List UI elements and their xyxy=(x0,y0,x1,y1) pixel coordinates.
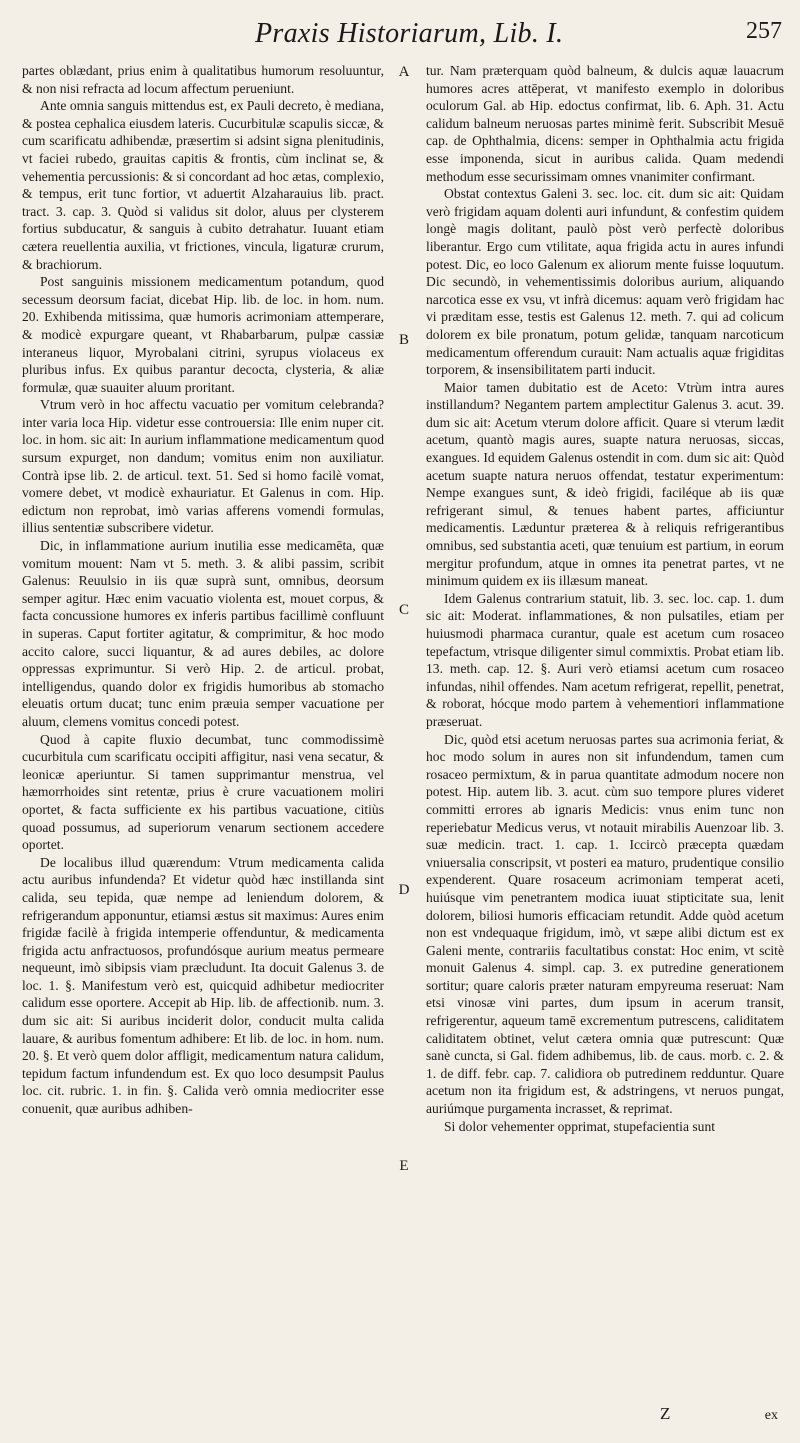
paragraph: Idem Galenus contrarium statuit, lib. 3. sec. loc. cap. 1. dum sic ait: Moderat. inflammationes, & non pulsatiles, etiam per huiusmodi pharmaca curantur, quale est acetum cum rosaceo tepefactum, vtrisque diligenter simul commixtis. Probat etiam lib. 13. meth. cap. 12. §. Auri verò etiamsi acetum cum rosaceo infundas, nihil offendes. Nam acetum refrigerat, repellit, penetrat, & roborat, hócque modo partem à vehementiori inflammatione præseruat. xyxy=(426,590,784,729)
paragraph: Obstat contextus Galeni 3. sec. loc. cit. dum sic ait: Quidam verò frigidam aquam dolenti auri infundunt, & confestim quidem longè magis dolitant, paulò pòst verò perfectè doloribus liberantur. Ergo cum vtilitate, aqua frigida actu in aures infundi potest. Dic, eo loco Galenum ex aliorum mente fuisse loquutum. Dic secundò, in vehementissimis doloribus aurium, aliquando narcotica esse ex vsu, vt infrà dicemus: aquam verò frigidam hac vi præditam esse, testis est Galenus 12. meth. 7. qui ad colicum dolorem ex bile pronatum, potum gelidæ, tanquam narcoticum medicamentum offerendum curauit: Nam actualis aquæ frigiditas torporem, & insensibilitatem parti inducit. xyxy=(426,186,784,378)
margin-letter-e: E xyxy=(399,1158,409,1174)
paragraph: Si dolor vehementer opprimat, stupefacientia sunt xyxy=(444,1118,716,1134)
signature-mark: Z xyxy=(660,1404,671,1423)
running-head xyxy=(0,14,800,56)
paragraph: tur. Nam præterquam quòd balneum, & dulcis aquæ lauacrum humores acres attēperat, vt manifesto exemplo in doloribus oculorum Gal. ab Hip. edoctus confirmat, lib. 6. Aph. 31. Actu calidum balneum neruosas partes minimè ferit. Subscribit Mesuē cap. de Ophthalmia, dicens: semper in Ophthalmia actu frigida esse imponenda, sicut in auribus calida. Quam medendi methodum esse securissimam omnes vnanimiter confirmant. xyxy=(426,63,784,184)
right-column xyxy=(426,62,784,1402)
paragraph: Vtrum verò in hoc affectu vacuatio per vomitum celebranda? inter varia loca Hip. videtur esse controuersia: Ille enim nuper cit. loc. in hom. sic ait: In aurium inflammatione medicamentum quod sursum expurget, non dandum; vomitus enim non auxiliatur. Contrà ipse lib. 2. de articul. text. 51. Sed si homo facilè vomat, vomere debet, vt modicè exhauriatur. Et Galenus in com. Hip. edictum non reprobat, imò varias afferens vomendi formulas, illius sententiæ subscribere videtur. xyxy=(22,397,384,536)
paragraph: Ante omnia sanguis mittendus est, ex Pauli decreto, è mediana, & postea cephalica eiusdem lateris. Cucurbitulæ scapulis siccæ, & cum scarificatu adhibendæ, præsertim si adsint signa plenitudinis, vt faciei rubedo, grauitas capitis & frontis, cùm inclinat se, & vehementia percussionis: & si concordant ad hoc ætas, complexio, & tempus, erit tunc fortior, vt aduertit Alzaharauius lib. pract. tract. 3. cap. 3. Quòd si validus sit dolor, aluus per clysterem fortius subducatur, & sanguis à cubito detrahatur. Iuuant etiam cætera reuellentia auxilia, vt frictiones, vincula, ligaturæ crurum, & brachiorum. xyxy=(22,98,384,272)
paragraph: partes oblædant, prius enim à qualitatibus humorum resoluuntur, & non nisi refracta ad locum affectum perueniunt. xyxy=(22,63,384,96)
paragraph: Post sanguinis missionem medicamentum potandum, quod secessum deorsum faciat, dicebat Hip. lib. de loc. in hom. num. 20. Exhibenda mitissima, quæ humoris acrimoniam attemperare, & modicè expurgare queant, vt Rhabarbarum, pulpæ cassiæ interaneus liquor, Myrobalani citrini, syrupus violaceus ex pluribus infus. Ex quibus parantur decocta, clysteria, & aliæ formulæ, quæ suauiter aluum proritant. xyxy=(22,274,384,395)
paragraph: Dic, in inflammatione aurium inutilia esse medicamēta, quæ vomitum mouent: Nam vt 5. meth. 3. & alibi passim, scribit Galenus: Reuulsio in iis quæ suprà sunt, omnibus, deorsum semper agitur. Hæc enim vacuatio violenta est, mouet corpus, & facta concussione humores ex inferis partibus facillimè confluunt in superas. Caput fortiter agitatur, & comprimitur, & hoc modo accito calore, succi liquantur, & ad aures debiles, ac dolore oppressas exprimuntur. Si verò Hip. 2. de articul. probat, intelligendus, quando dolor ex frigidis humoribus ab stomacho eleuatis ortum ducat; tunc enim præuia semper vacuatione per aluum, clemens vomitus concedi potest. xyxy=(22,538,384,729)
left-column xyxy=(22,62,384,1402)
catchword: ex xyxy=(764,1408,778,1423)
running-title: Praxis Historiarum, Lib. I. xyxy=(255,18,564,49)
paragraph: Maior tamen dubitatio est de Aceto: Vtrùm intra aures instillandum? Negantem partem amplectitur Galenus 3. acut. 39. dum sic ait: Acetum vterum dolore afficit. Quare si vterum lædit acetum, quantò magis aures, suapte natura neruosas, siccas, exangues. Id equidem Galenus ostendit in com. dum sic ait: Quòd acetum suapte natura neruos offendat, testatur experimentum: Nempe exangues sunt, & ideò frigidi, faciléque ab iis quæ refrigerant simul, & tenues habent partes, afficiuntur medicamentis. Læduntur præterea & à reliquis refrigerantibus omnibus, sed substantia aceti, quæ tenuium est partium, in eorum mergitur profundum, atque in omnes ita penetrat partes, vt ne minimum quidem ex iis illæsum maneat. xyxy=(426,379,784,589)
margin-letter-c: C xyxy=(398,602,409,618)
paragraph: De localibus illud quærendum: Vtrum medicamenta calida actu auribus infundenda? Et videtur quòd hæc instillanda sint calida, seu tepida, quæ nempe ad leniendum dolorem, & refrigerandum apponuntur, etiamsi æstus sit maximus: Aures enim frigidæ facilè à frigida intemperie offenduntur, & medicamenta frigida actu anfractuosos, profundósque aurium meatus permeare nequeunt, imò sibipsis viam præcludunt. Ita docuit Galenus 3. de loc. 1. §. Manifestum verò est, quicquid adhibetur mediocriter calidum esse oportere. Accepit ab Hip. lib. de affectionib. num. 3. dum sic ait: Si auribus inciderit dolor, conducit multa calida lauare, & auribus fomentum adhibere: Et lib. de loc. in hom. num. 20. §. Et verò quem dolor affligit, medicamentum natura calidum, tepidum factum infundendum est. Ex quo loco desumpsit Paulus loc. cit. rubric. 1. in fin. §. Calida verò omnia mediocriter esse conuenit, quæ auribus adhiben- xyxy=(22,854,384,1117)
paragraph: Quod à capite fluxio decumbat, tunc commodissimè cucurbitula cum scarificatu occipiti affigitur, nasi vena secatur, & leonicæ aperiuntur. Si tamen supprimantur menstrua, vel hæmorrhoides sint retentæ, prius è crure vacuationem moliri oportet, & facta sufficiente ex his partibus vacuatione, citiùs quoad possumus, ad superiorum venarum sectionem accedere oportet. xyxy=(22,731,384,853)
paragraph: Dic, quòd etsi acetum neruosas partes sua acrimonia feriat, & hoc modo solum in aures non sit infundendum, tamen cum rosaceo permixtum, & in parua quantitate admodum nocere non potest. Hip. autem lib. 3. acut. cùm suo tempore plures videret committi errores ab ignaris Medicis: vnus enim tunc non reperiebatur Medicus verus, vt notauit mirabilis Auenzoar lib. 3. suæ medicin. tract. 1. cap. 1. Iccircò præcepta quædam vniuersalia conscripsit, vt posteri ea maturo, prudentique consilio expenderent. Quare rosaceum acrimoniam temperat aceti, huiúsque vim penetrantem modica iuuat stipticitate sua, lenit dolorem, biliosi humoris efficaciam retundit. Adde quòd acetum non est vndequaque frigidum, imò, vt sæpe alibi dictum est ex Galeni mente, contrariis facultatibus constat: Hoc enim, vt scitè monuit Galenus 4. simpl. cap. 3. ex putredine generationem sortitur; quare caloris præter naturam empyreuma reseruat: Nam etsi vinosæ vini partes, dum ipsum in acerum transit, refrigerentur, aqueum tamē excrementum putrescens, caliditatem caliditatem obtinet, velut cætera omnia quæ putrescunt: Quæ sanè cuncta, si Gal. fidem adhibemus, lib. de caus. morb. c. 2. & 1. de diff. febr. cap. 7. calidiora ob putredinem redduntur. Quare acetum non ita frigidum est, & adstringens, vt neruos pungat, auriúmque purgamenta incrasset, & reprimat. xyxy=(426,731,784,1117)
margin-letters xyxy=(386,62,422,1402)
margin-letter-b: B xyxy=(398,332,409,348)
margin-letter-d: D xyxy=(398,882,410,898)
page-number: 257 xyxy=(746,18,782,44)
margin-letter-a: A xyxy=(398,64,410,80)
